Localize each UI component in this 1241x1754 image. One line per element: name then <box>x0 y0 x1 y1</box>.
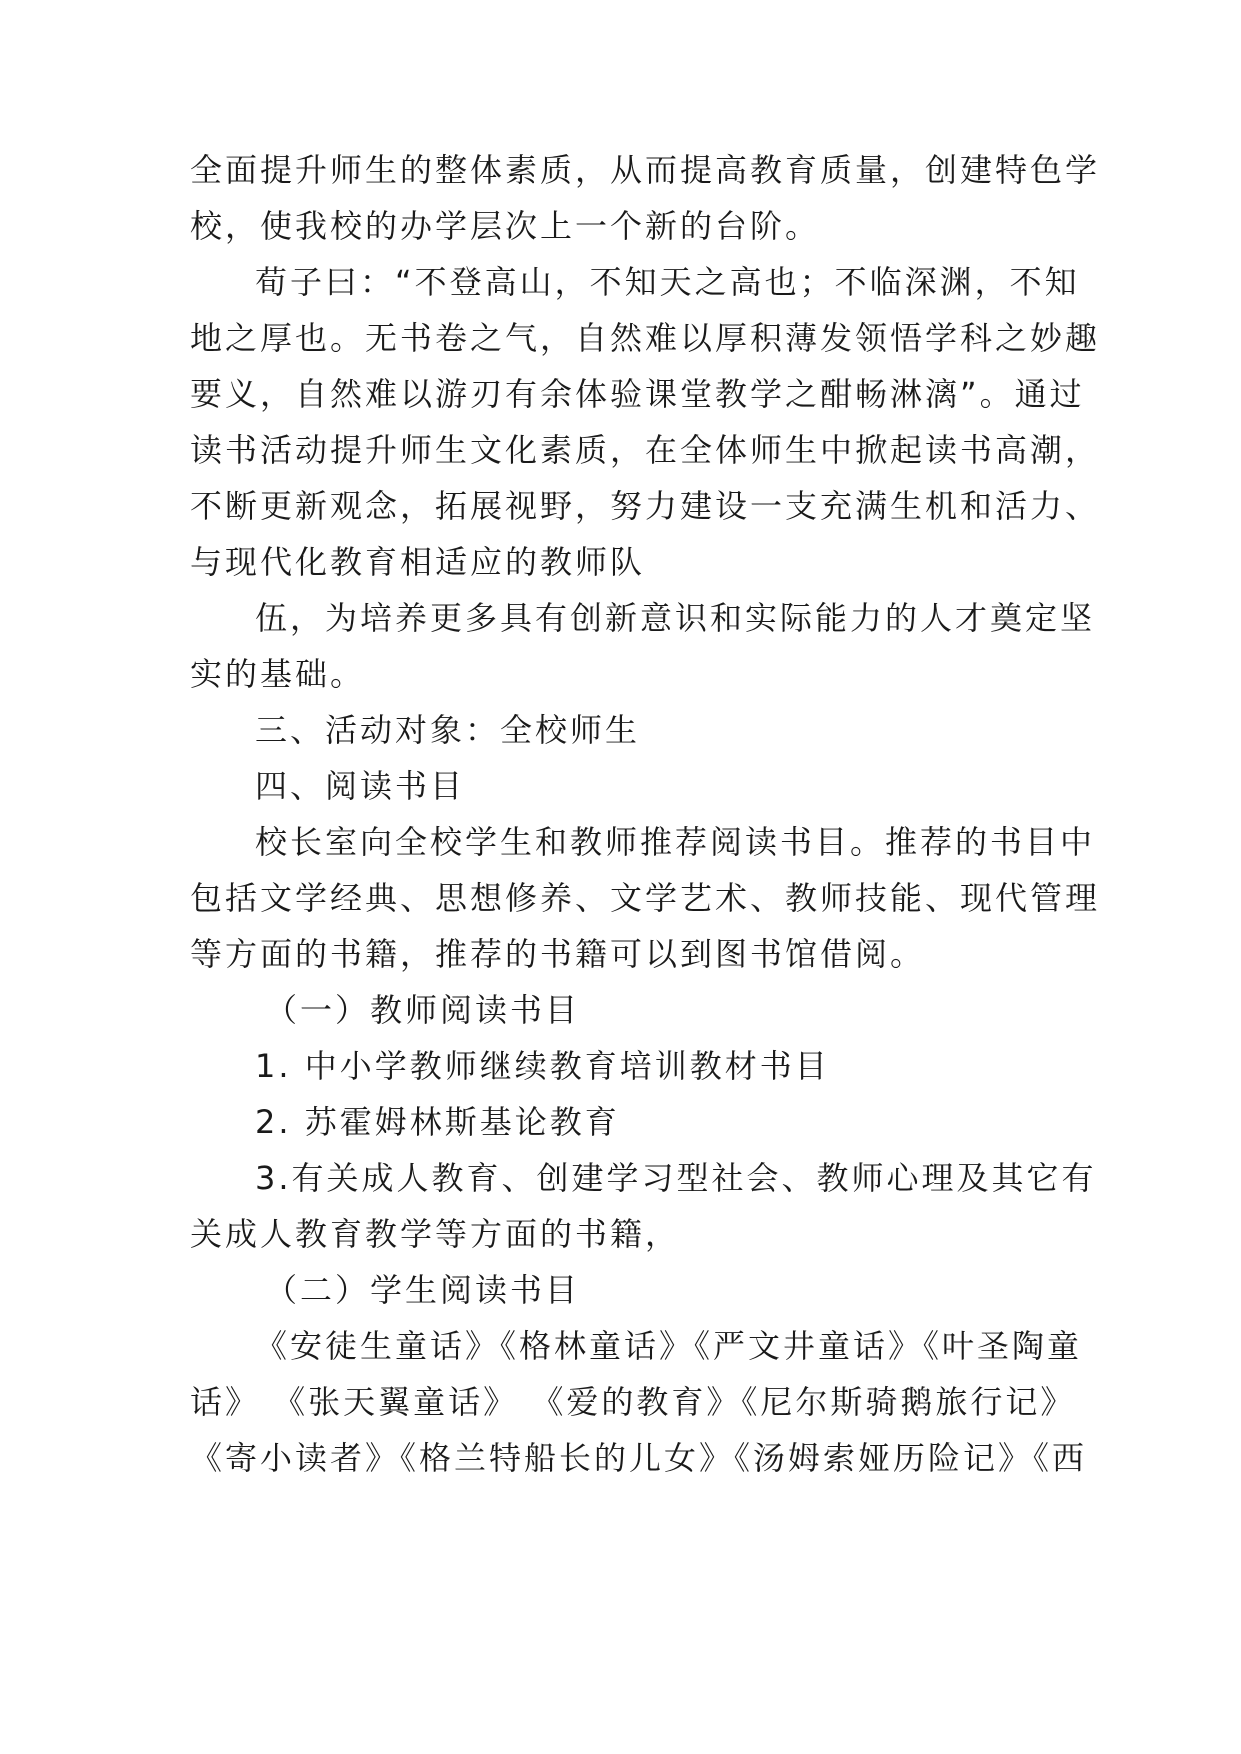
text-line: 实的基础。 <box>190 655 366 693</box>
text-line: 包括文学经典、思想修养、文学艺术、教师技能、现代管理 <box>190 879 1101 917</box>
list-item: 3.有关成人教育、创建学习型社会、教师心理及其它有 <box>255 1159 1097 1197</box>
subsection-heading: （二）学生阅读书目 <box>265 1271 581 1309</box>
text-line: 不断更新观念，拓展视野，努力建设一支充满生机和活力、 <box>190 487 1101 525</box>
text-line: 等方面的书籍，推荐的书籍可以到图书馆借阅。 <box>190 935 926 973</box>
subsection-heading: （一）教师阅读书目 <box>265 991 581 1029</box>
list-item: 2. 苏霍姆林斯基论教育 <box>255 1103 620 1141</box>
text-line: 伍，为培养更多具有创新意识和实际能力的人才奠定坚 <box>255 599 1096 637</box>
text-line: 与现代化教育相适应的教师队 <box>190 543 646 581</box>
text-line: 地之厚也。无书卷之气，自然难以厚积薄发领悟学科之妙趣 <box>190 319 1101 357</box>
section-heading: 三、活动对象：全校师生 <box>255 711 641 749</box>
text-line: 全面提升师生的整体素质，从而提高教育质量，创建特色学 <box>190 151 1101 189</box>
text-line: 读书活动提升师生文化素质，在全体师生中掀起读书高潮， <box>190 431 1101 469</box>
text-line: 《寄小读者》《格兰特船长的儿女》《汤姆索娅历险记》《西 <box>190 1439 1088 1477</box>
section-heading: 四、阅读书目 <box>255 767 466 805</box>
list-item: 1. 中小学教师继续教育培训教材书目 <box>255 1047 830 1085</box>
text-line: 《安徒生童话》《格林童话》《严文井童话》《叶圣陶童 <box>255 1327 1083 1365</box>
text-line: 校，使我校的办学层次上一个新的台阶。 <box>190 207 821 245</box>
text-line: 话》 《张天翼童话》 《爱的教育》《尼尔斯骑鹅旅行记》 <box>190 1383 1076 1421</box>
text-line: 荀子曰：“不登高山，不知天之高也；不临深渊，不知 <box>255 263 1080 301</box>
text-line: 要义，自然难以游刃有余体验课堂教学之酣畅淋漓”。通过 <box>190 375 1085 413</box>
text-line: 校长室向全校学生和教师推荐阅读书目。推荐的书目中 <box>255 823 1096 861</box>
text-line: 关成人教育教学等方面的书籍， <box>190 1215 681 1253</box>
